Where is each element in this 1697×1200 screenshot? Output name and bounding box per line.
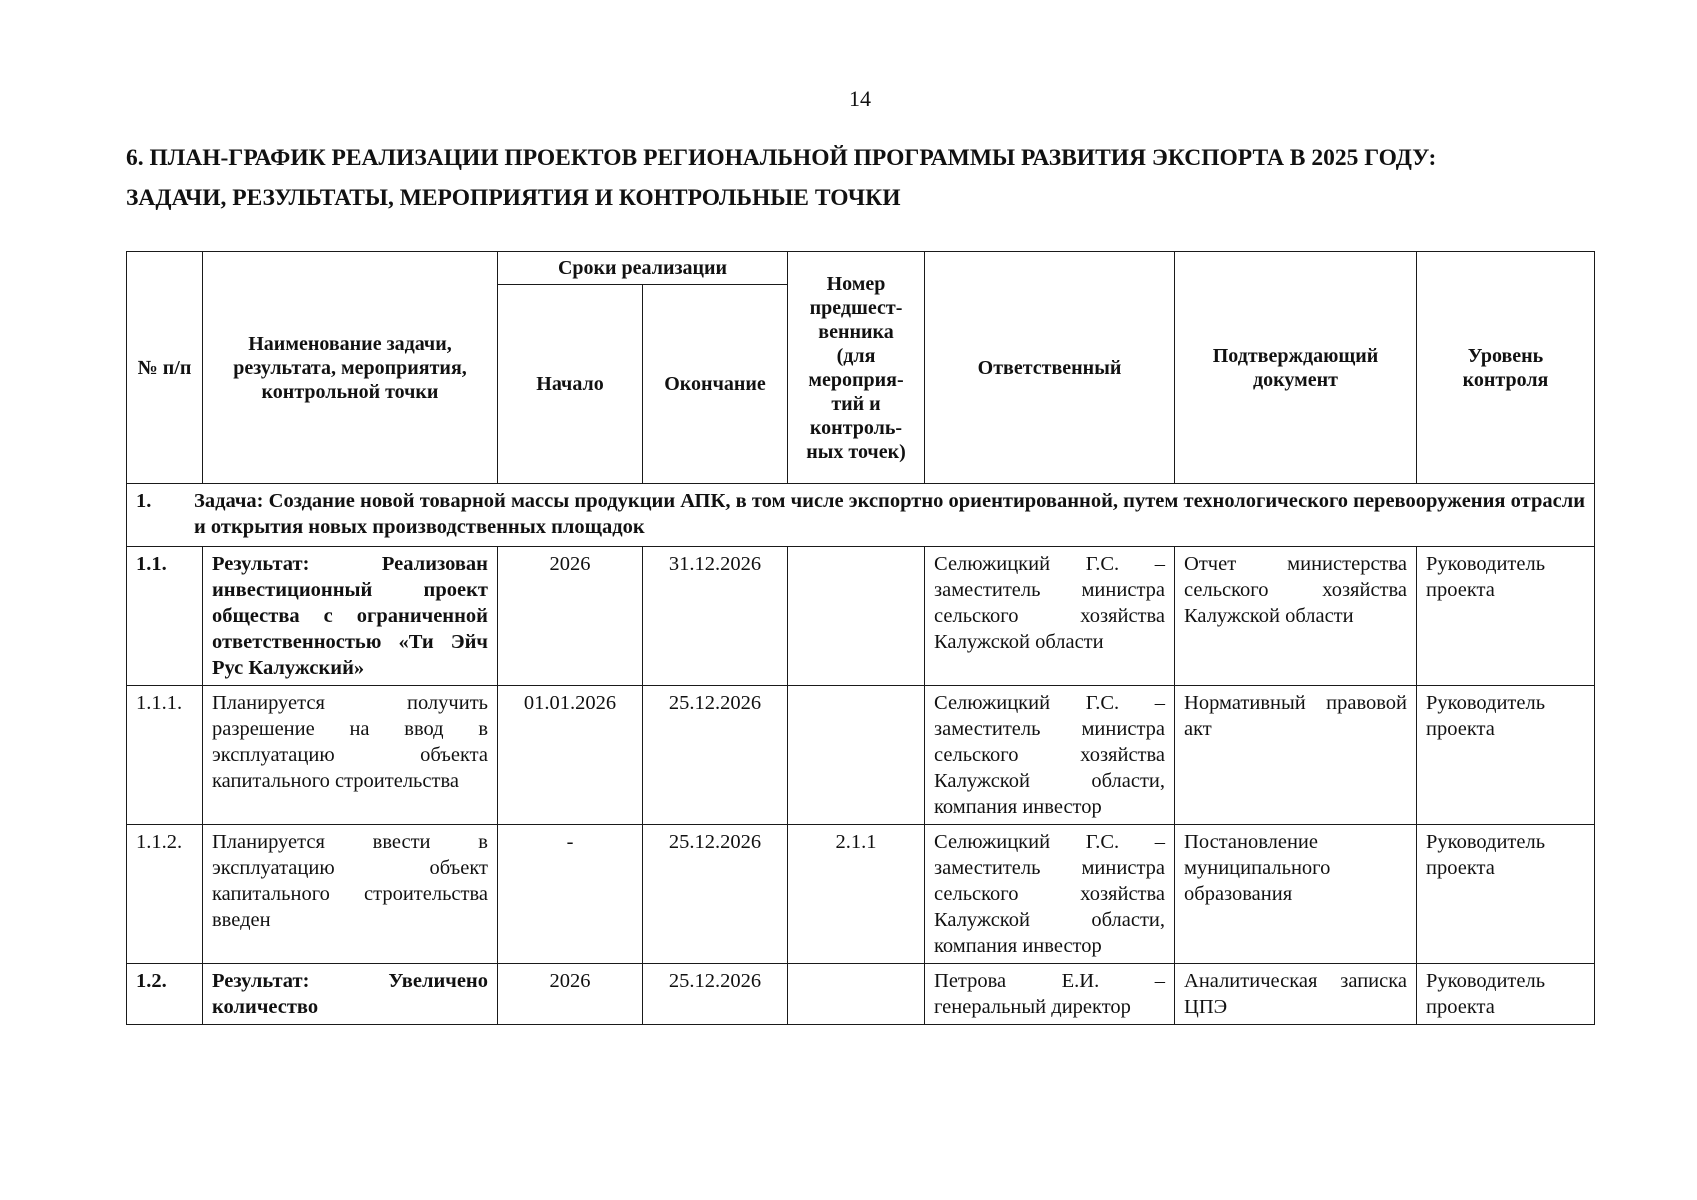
row-predecessor: 2.1.1 xyxy=(788,825,925,964)
row-control: Руководитель проекта xyxy=(1417,547,1595,686)
row-name: Результат: Увеличено количество xyxy=(203,964,498,1025)
row-document: Постановление муниципального образования xyxy=(1175,825,1417,964)
row-name: Планируется ввести в эксплуатацию объект капитального строительства введен xyxy=(203,825,498,964)
header-end: Окончание xyxy=(643,285,788,484)
task-cell xyxy=(127,484,1595,547)
document-title xyxy=(126,138,1606,218)
document-title-line-1: 6. ПЛАН-ГРАФИК РЕАЛИЗАЦИИ ПРОЕКТОВ РЕГИОНАЛЬНОЙ ПРОГРАММЫ РАЗВИТИЯ ЭКСПОРТА В 2025 ГОДУ: xyxy=(126,145,1437,171)
row-predecessor xyxy=(788,964,925,1025)
row-start: - xyxy=(498,825,643,964)
row-responsible: Селюжицкий Г.С. – заместитель министра сельского хозяйства Калужской области, компания инвестор xyxy=(925,825,1175,964)
row-responsible: Петрова Е.И. – генеральный директор xyxy=(925,964,1175,1025)
row-control: Руководитель проекта xyxy=(1417,964,1595,1025)
table-row xyxy=(127,825,1595,964)
task-row xyxy=(127,484,1595,547)
row-start: 2026 xyxy=(498,547,643,686)
row-control: Руководитель проекта xyxy=(1417,686,1595,825)
table-row xyxy=(127,686,1595,825)
row-name: Результат: Реализован инвестиционный проект общества с ограниченной ответственностью «Ти Эйч Рус Калужский» xyxy=(203,547,498,686)
row-number: 1.2. xyxy=(127,964,203,1025)
header-responsible: Ответственный xyxy=(925,252,1175,484)
header-dates-group: Сроки реализации xyxy=(498,252,788,285)
header-start: Начало xyxy=(498,285,643,484)
row-predecessor xyxy=(788,686,925,825)
row-number: 1.1. xyxy=(127,547,203,686)
header-row xyxy=(127,252,1595,285)
row-number: 1.1.1. xyxy=(127,686,203,825)
row-predecessor xyxy=(788,547,925,686)
row-document: Аналитическая записка ЦПЭ xyxy=(1175,964,1417,1025)
header-control: Уровень контроля xyxy=(1417,252,1595,484)
row-document: Нормативный правовой акт xyxy=(1175,686,1417,825)
row-end: 25.12.2026 xyxy=(643,825,788,964)
row-responsible: Селюжицкий Г.С. – заместитель министра сельского хозяйства Калужской области, компания инвестор xyxy=(925,686,1175,825)
row-control: Руководитель проекта xyxy=(1417,825,1595,964)
table-row xyxy=(127,547,1595,686)
header-name: Наименование задачи, результата, мероприятия, контрольной точки xyxy=(203,252,498,484)
row-document: Отчет министерства сельского хозяйства Калужской области xyxy=(1175,547,1417,686)
row-end: 25.12.2026 xyxy=(643,964,788,1025)
plan-schedule-table xyxy=(126,251,1595,1025)
task-text: Задача: Создание новой товарной массы продукции АПК, в том числе экспортно ориентированной, путем технологического перевооружения отрасли и открытия новых производственных площадок xyxy=(194,490,1586,538)
document-title-line-2: ЗАДАЧИ, РЕЗУЛЬТАТЫ, МЕРОПРИЯТИЯ И КОНТРОЛЬНЫЕ ТОЧКИ xyxy=(126,185,901,211)
page-number: 14 xyxy=(849,86,871,111)
header-predecessor: Номер предшест-венника (для мероприя-тий и контроль-ных точек) xyxy=(788,252,925,484)
row-responsible: Селюжицкий Г.С. – заместитель министра сельского хозяйства Калужской области xyxy=(925,547,1175,686)
row-end: 31.12.2026 xyxy=(643,547,788,686)
table-row xyxy=(127,964,1595,1025)
task-number: 1. xyxy=(136,490,152,512)
header-num: № п/п xyxy=(127,252,203,484)
row-end: 25.12.2026 xyxy=(643,686,788,825)
row-start: 01.01.2026 xyxy=(498,686,643,825)
row-number: 1.1.2. xyxy=(127,825,203,964)
row-name: Планируется получить разрешение на ввод в эксплуатацию объекта капитального строительства xyxy=(203,686,498,825)
header-document: Подтверждающий документ xyxy=(1175,252,1417,484)
row-start: 2026 xyxy=(498,964,643,1025)
